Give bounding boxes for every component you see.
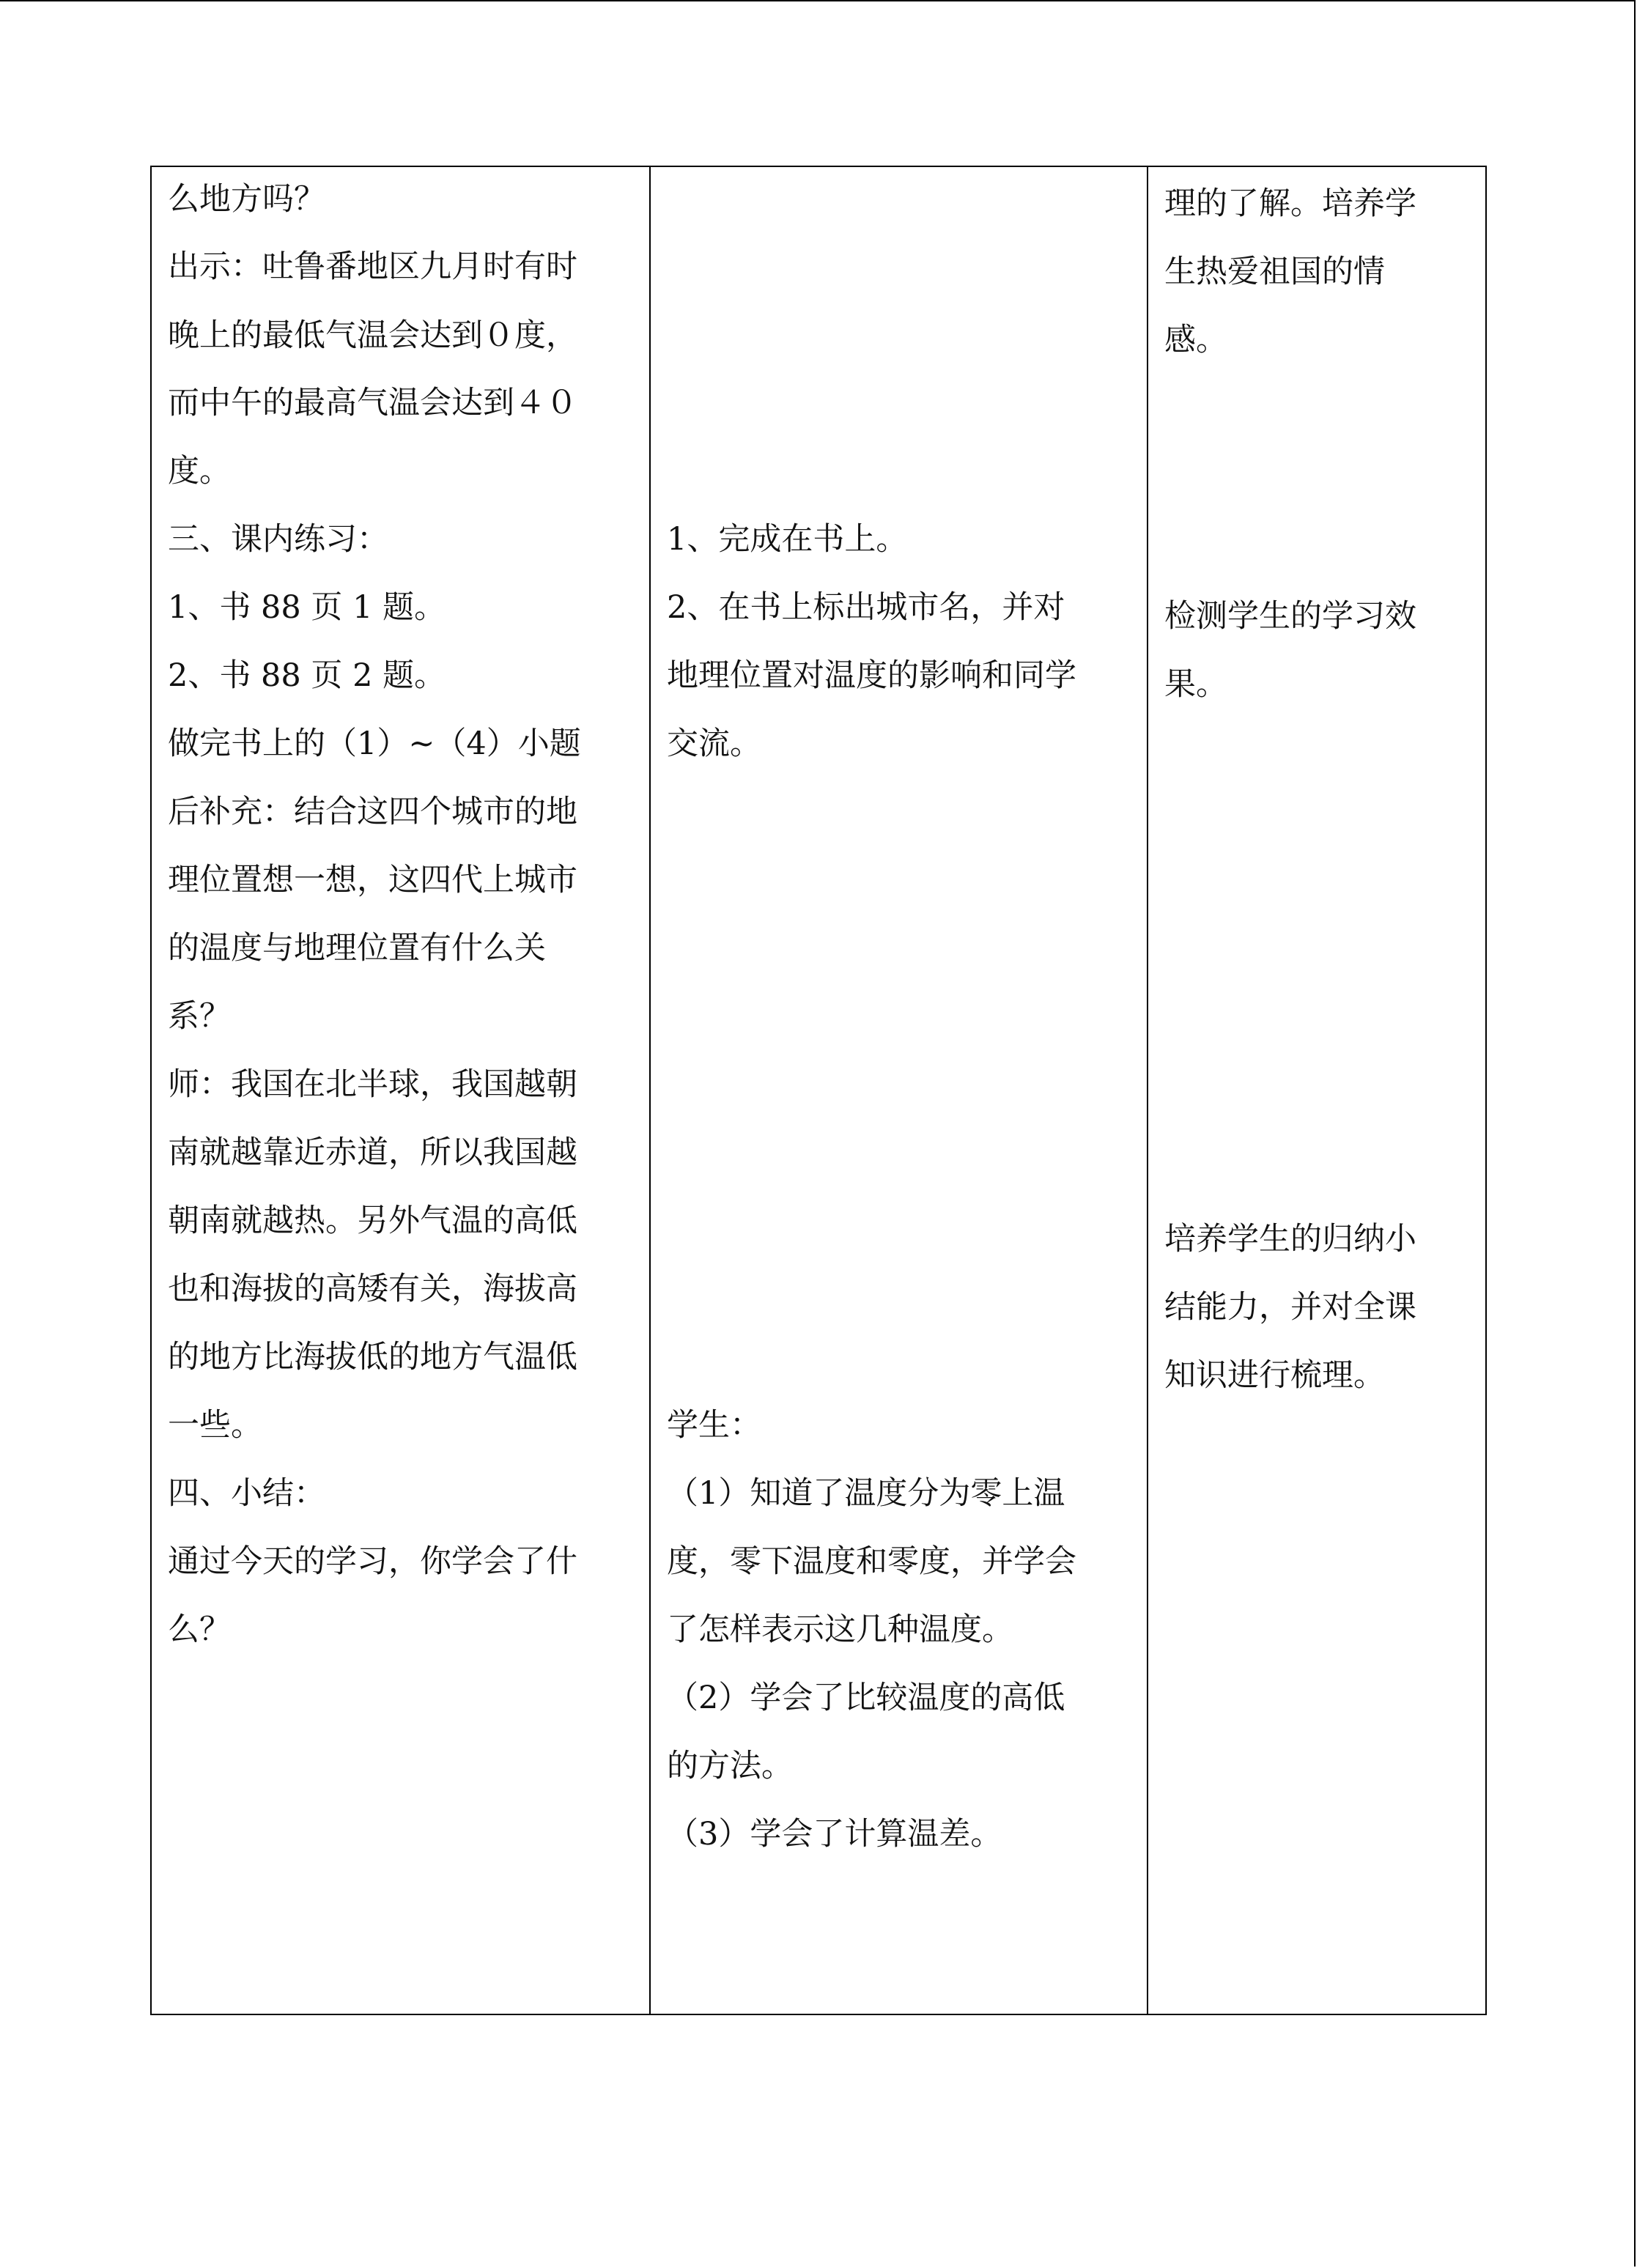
text-line: 朝南就越热。另外气温的高低 xyxy=(168,1203,577,1239)
student-activity-column xyxy=(651,167,1148,2014)
text-line: 一些。 xyxy=(168,1407,262,1444)
text-line: （3）学会了计算温差。 xyxy=(667,1816,1002,1853)
text-line: 地理位置对温度的影响和同学 xyxy=(667,657,1076,694)
text-line: （2）学会了比较温度的高低 xyxy=(667,1680,1065,1716)
text-line: 理的了解。培养学 xyxy=(1164,185,1416,222)
text-line: 1、书 88 页 1 题。 xyxy=(168,589,446,626)
text-line: 也和海拔的高矮有关，海拔高 xyxy=(168,1271,577,1307)
text-line: 感。 xyxy=(1164,322,1227,358)
text-line: 检测学生的学习效 xyxy=(1164,598,1416,635)
teaching-process-column xyxy=(152,167,651,2014)
text-line: 结能力，并对全课 xyxy=(1164,1289,1416,1326)
text-line: 出示：吐鲁番地区九月时有时 xyxy=(168,248,577,285)
text-line: 2、在书上标出城市名，并对 xyxy=(667,589,1065,626)
text-line: （1）知道了温度分为零上温 xyxy=(667,1475,1065,1512)
text-line: 系？ xyxy=(168,998,231,1035)
text-line: 果。 xyxy=(1164,666,1227,703)
text-line: 的地方比海拔低的地方气温低 xyxy=(168,1339,577,1375)
text-line: 么？ xyxy=(168,1611,231,1648)
section-heading: 四、小结： xyxy=(168,1475,325,1512)
text-line: 师：我国在北半球，我国越朝 xyxy=(168,1066,577,1103)
text-line: 么地方吗？ xyxy=(168,181,325,218)
text-line: 知识进行梳理。 xyxy=(1164,1357,1385,1394)
design-intent-column xyxy=(1148,167,1485,2014)
text-line: 理位置想一想，这四代上城市 xyxy=(168,862,577,898)
text-line: 交流。 xyxy=(667,725,761,762)
text-line: 度，零下温度和零度，并学会 xyxy=(667,1543,1076,1580)
text-line: 学生： xyxy=(667,1407,761,1444)
lesson-plan-table xyxy=(150,166,1487,2015)
text-line: 后补充：结合这四个城市的地 xyxy=(168,794,577,830)
text-line: 的方法。 xyxy=(667,1748,793,1784)
text-line: 培养学生的归纳小 xyxy=(1164,1221,1416,1257)
text-line: 晚上的最低气温会达到０度， xyxy=(168,317,577,354)
text-line: 生热爱祖国的情 xyxy=(1164,254,1385,290)
text-line: 2、书 88 页 2 题。 xyxy=(168,657,446,694)
text-line: 通过今天的学习，你学会了什 xyxy=(168,1543,577,1580)
text-line: 度。 xyxy=(168,453,231,490)
text-line: 了怎样表示这几种温度。 xyxy=(667,1611,1013,1648)
text-line: 的温度与地理位置有什么关 xyxy=(168,930,546,967)
text-line: 而中午的最高气温会达到４０ xyxy=(168,385,577,421)
section-heading: 三、课内练习： xyxy=(168,521,388,558)
text-line: 做完书上的（1）~（4）小题 xyxy=(168,725,581,762)
text-line: 1、完成在书上。 xyxy=(667,521,908,558)
text-line: 南就越靠近赤道，所以我国越 xyxy=(168,1134,577,1171)
